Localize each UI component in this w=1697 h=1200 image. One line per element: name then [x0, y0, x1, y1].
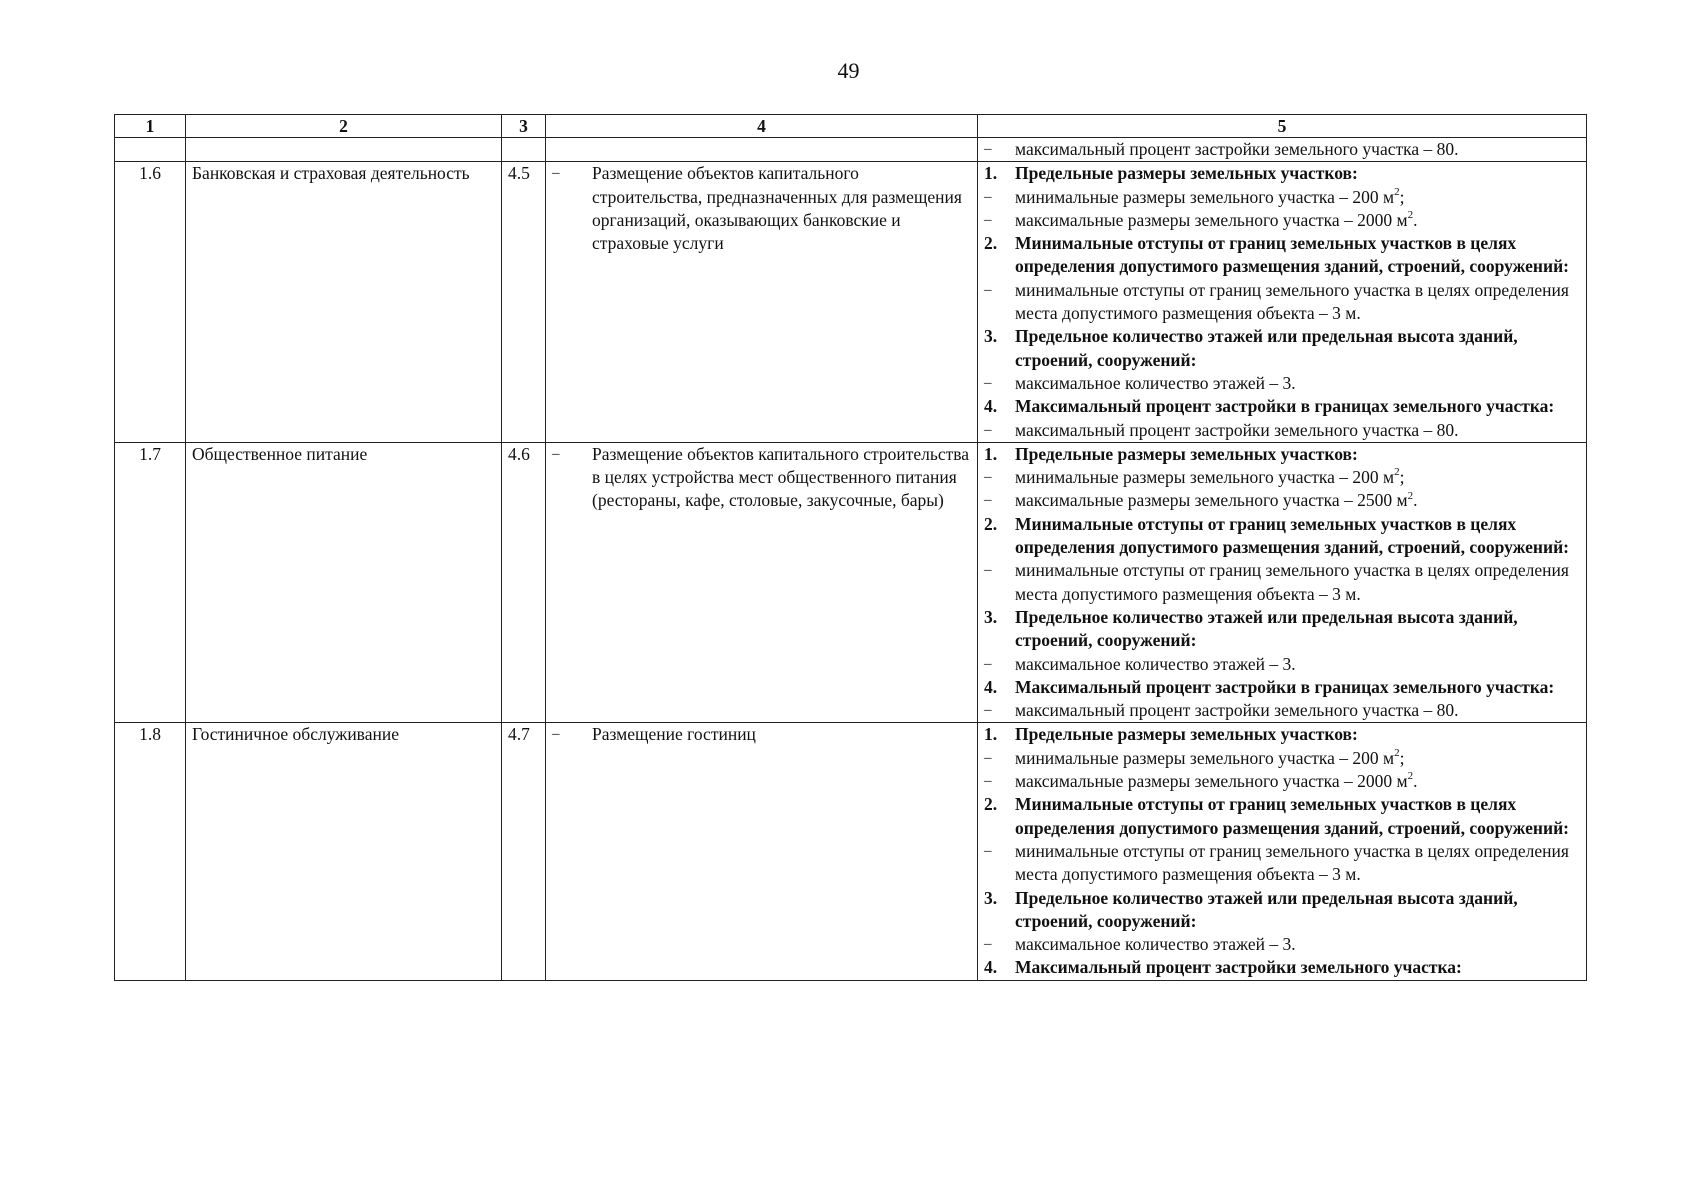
param-heading [984, 232, 1580, 279]
continuation-cell-5 [978, 138, 1587, 162]
dash-mark: – [552, 726, 560, 743]
description-line [552, 723, 971, 746]
param-text: Предельные размеры земельных участков: [1015, 163, 1358, 184]
param-text-wrap [1015, 840, 1580, 887]
param-line [984, 419, 1580, 442]
table-row [115, 442, 1587, 723]
param-text-wrap [1015, 489, 1580, 512]
description-text: Размещение объектов капитального строительства в целях устройства мест общественного питания (рестораны, кафе, столовые, закусочные, бары) [592, 443, 970, 511]
superscript: 2 [1407, 489, 1414, 502]
punctuation: ; [1399, 747, 1405, 768]
param-heading [984, 676, 1580, 699]
param-text: Предельные размеры земельных участков: [1015, 443, 1358, 464]
param-text-wrap [1015, 162, 1580, 185]
param-text-wrap [1015, 956, 1580, 979]
dash-mark: – [984, 141, 992, 157]
row-number-cell: 1.6 [115, 162, 186, 443]
param-text-wrap [1015, 513, 1580, 560]
param-text-wrap [1015, 676, 1580, 699]
table-row [115, 723, 1587, 980]
superscript: 2 [1394, 746, 1400, 759]
param-line [984, 933, 1580, 956]
param-line [984, 186, 1580, 209]
list-number: 2. [984, 794, 998, 815]
param-text: минимальные отступы от границ земельного участка в целях определения места допустимого размещения объекта – 3 м. [1015, 840, 1569, 885]
continuation-cell-2 [186, 138, 502, 162]
list-number: 1. [984, 724, 998, 745]
parameters-cell [978, 723, 1587, 980]
dash-mark: – [984, 655, 992, 672]
superscript: 2 [1407, 209, 1414, 222]
row-number-cell: 1.7 [115, 442, 186, 723]
description-cell [546, 442, 978, 723]
description-line [552, 443, 971, 513]
param-text-wrap [1015, 770, 1580, 793]
dash-mark: – [984, 492, 992, 509]
param-text: Минимальные отступы от границ земельных участков в целях определения допустимого размещения зданий, строений, сооружений: [1015, 513, 1569, 558]
list-number: 2. [984, 233, 998, 254]
param-text-wrap [1015, 186, 1580, 209]
param-text-wrap [1015, 395, 1580, 418]
param-text: Предельное количество этажей или предельная высота зданий, строений, сооружений: [1015, 887, 1518, 931]
dash-mark: – [552, 445, 560, 462]
list-number: 4. [984, 396, 998, 417]
param-text: максимальное количество этажей – 3. [1015, 653, 1296, 674]
param-text: Предельное количество этажей или предельная высота зданий, строений, сооружений: [1015, 606, 1518, 651]
param-heading [984, 395, 1580, 418]
parameters-cell [978, 442, 1587, 723]
param-heading [984, 513, 1580, 560]
param-heading [984, 956, 1580, 979]
description-line [552, 162, 971, 255]
use-code-cell: 4.6 [502, 442, 546, 723]
dash-mark: – [984, 842, 992, 859]
use-name-cell: Общественное питание [186, 442, 502, 723]
param-text-wrap [1015, 559, 1580, 606]
param-text: максимальный процент застройки земельного участка – 80. [1015, 700, 1459, 721]
dash-mark: – [984, 936, 992, 953]
superscript: 2 [1407, 770, 1414, 783]
use-name-cell: Банковская и страховая деятельность [186, 162, 502, 443]
param-text: минимальные размеры земельного участка – 200 м [1015, 747, 1395, 768]
param-line [984, 840, 1580, 887]
header-col-5: 5 [978, 115, 1587, 138]
header-row [115, 115, 1587, 138]
param-text: Минимальные отступы от границ земельных участков в целях определения допустимого размещения зданий, строений, сооружений: [1015, 233, 1569, 277]
dash-mark: – [984, 211, 992, 228]
param-text: Предельное количество этажей или предельная высота зданий, строений, сооружений: [1015, 326, 1518, 370]
list-number: 3. [984, 606, 998, 627]
continuation-row [115, 138, 1587, 162]
param-heading [984, 887, 1580, 934]
param-line [984, 747, 1580, 770]
param-line [984, 279, 1580, 326]
param-text-wrap [1015, 793, 1580, 840]
param-heading [984, 325, 1580, 372]
list-number: 4. [984, 957, 998, 978]
description-cell [546, 723, 978, 980]
list-number: 1. [984, 443, 998, 464]
param-line [984, 209, 1580, 232]
param-text-wrap [1015, 723, 1580, 746]
param-line [984, 489, 1580, 512]
param-line [984, 559, 1580, 606]
use-code-cell: 4.5 [502, 162, 546, 443]
parameters-cell [978, 162, 1587, 443]
param-line [984, 653, 1580, 676]
param-heading [984, 443, 1580, 466]
param-text-wrap [1015, 887, 1580, 934]
param-text-wrap [1015, 209, 1580, 232]
param-text: минимальные отступы от границ земельного участка в целях определения места допустимого размещения объекта – 3 м. [1015, 560, 1569, 604]
dash-mark: – [552, 165, 560, 182]
param-heading [984, 723, 1580, 746]
list-number: 3. [984, 326, 998, 347]
list-number: 2. [984, 513, 998, 534]
superscript: 2 [1394, 466, 1400, 479]
param-heading [984, 162, 1580, 185]
param-text-wrap [1015, 699, 1580, 722]
param-text-wrap [1015, 325, 1580, 372]
punctuation: . [1413, 771, 1418, 792]
dash-mark: – [984, 281, 992, 298]
header-col-4: 4 [546, 115, 978, 138]
param-text: Максимальный процент застройки земельного участка: [1015, 957, 1462, 978]
param-text: Максимальный процент застройки в границах земельного участка: [1015, 676, 1555, 697]
param-text: Минимальные отступы от границ земельных участков в целях определения допустимого размещения зданий, строений, сооружений: [1015, 794, 1569, 838]
param-text-wrap [1015, 747, 1580, 770]
param-line [984, 770, 1580, 793]
param-text-wrap [1015, 443, 1580, 466]
param-text-wrap [1015, 372, 1580, 395]
continuation-cell-4 [546, 138, 978, 162]
param-text: максимальный процент застройки земельного участка – 80. [1015, 419, 1459, 440]
header-col-2: 2 [186, 115, 502, 138]
dash-mark: – [984, 374, 992, 391]
param-heading [984, 606, 1580, 653]
param-text-wrap [1015, 653, 1580, 676]
param-text: минимальные размеры земельного участка – 200 м [1015, 467, 1395, 488]
param-line [984, 466, 1580, 489]
description-cell [546, 162, 978, 443]
punctuation: . [1413, 490, 1418, 511]
param-text: максимальные размеры земельного участка – 2500 м [1015, 490, 1408, 511]
param-text-wrap [1015, 466, 1580, 489]
param-text: максимальный процент застройки земельного участка – 80. [1015, 139, 1459, 159]
param-text: Максимальный процент застройки в границах земельного участка: [1015, 396, 1555, 417]
superscript: 2 [1394, 185, 1400, 198]
continuation-cell-1 [115, 138, 186, 162]
param-text: минимальные отступы от границ земельного участка в целях определения места допустимого размещения объекта – 3 м. [1015, 279, 1569, 324]
param-text: максимальные размеры земельного участка – 2000 м [1015, 209, 1408, 230]
param-line [984, 138, 1580, 161]
use-code-cell: 4.7 [502, 723, 546, 980]
param-text-wrap [1015, 279, 1580, 326]
param-text-wrap [1015, 606, 1580, 653]
dash-mark: – [984, 188, 992, 205]
param-text: максимальные размеры земельного участка – 2000 м [1015, 771, 1408, 792]
param-text: минимальные размеры земельного участка – 200 м [1015, 186, 1395, 207]
param-line [984, 372, 1580, 395]
table-row [115, 162, 1587, 443]
description-text: Размещение объектов капитального строительства, предназначенных для размещения организаций, оказывающих банковские и страховые услуги [592, 163, 962, 254]
punctuation: ; [1399, 186, 1405, 207]
page-number: 49 [837, 58, 860, 83]
continuation-cell-3 [502, 138, 546, 162]
param-text-wrap [1015, 232, 1580, 279]
param-line [984, 699, 1580, 722]
param-text-wrap [1015, 419, 1580, 442]
dash-mark: – [984, 562, 992, 579]
param-text-wrap [1015, 933, 1580, 956]
dash-mark: – [984, 773, 992, 790]
header-col-3: 3 [502, 115, 546, 138]
param-text: максимальное количество этажей – 3. [1015, 372, 1296, 393]
row-number-cell: 1.8 [115, 723, 186, 980]
punctuation: ; [1399, 467, 1405, 488]
param-text: максимальное количество этажей – 3. [1015, 934, 1296, 955]
param-text: Предельные размеры земельных участков: [1015, 724, 1358, 745]
description-text: Размещение гостиниц [592, 724, 756, 745]
dash-mark: – [984, 749, 992, 766]
dash-mark: – [984, 469, 992, 486]
punctuation: . [1413, 209, 1418, 230]
dash-mark: – [984, 421, 992, 438]
header-col-1: 1 [115, 115, 186, 138]
list-number: 4. [984, 676, 998, 697]
list-number: 3. [984, 887, 998, 908]
regulations-table [114, 114, 1587, 981]
use-name-cell: Гостиничное обслуживание [186, 723, 502, 980]
list-number: 1. [984, 163, 998, 184]
param-heading [984, 793, 1580, 840]
dash-mark: – [984, 702, 992, 719]
